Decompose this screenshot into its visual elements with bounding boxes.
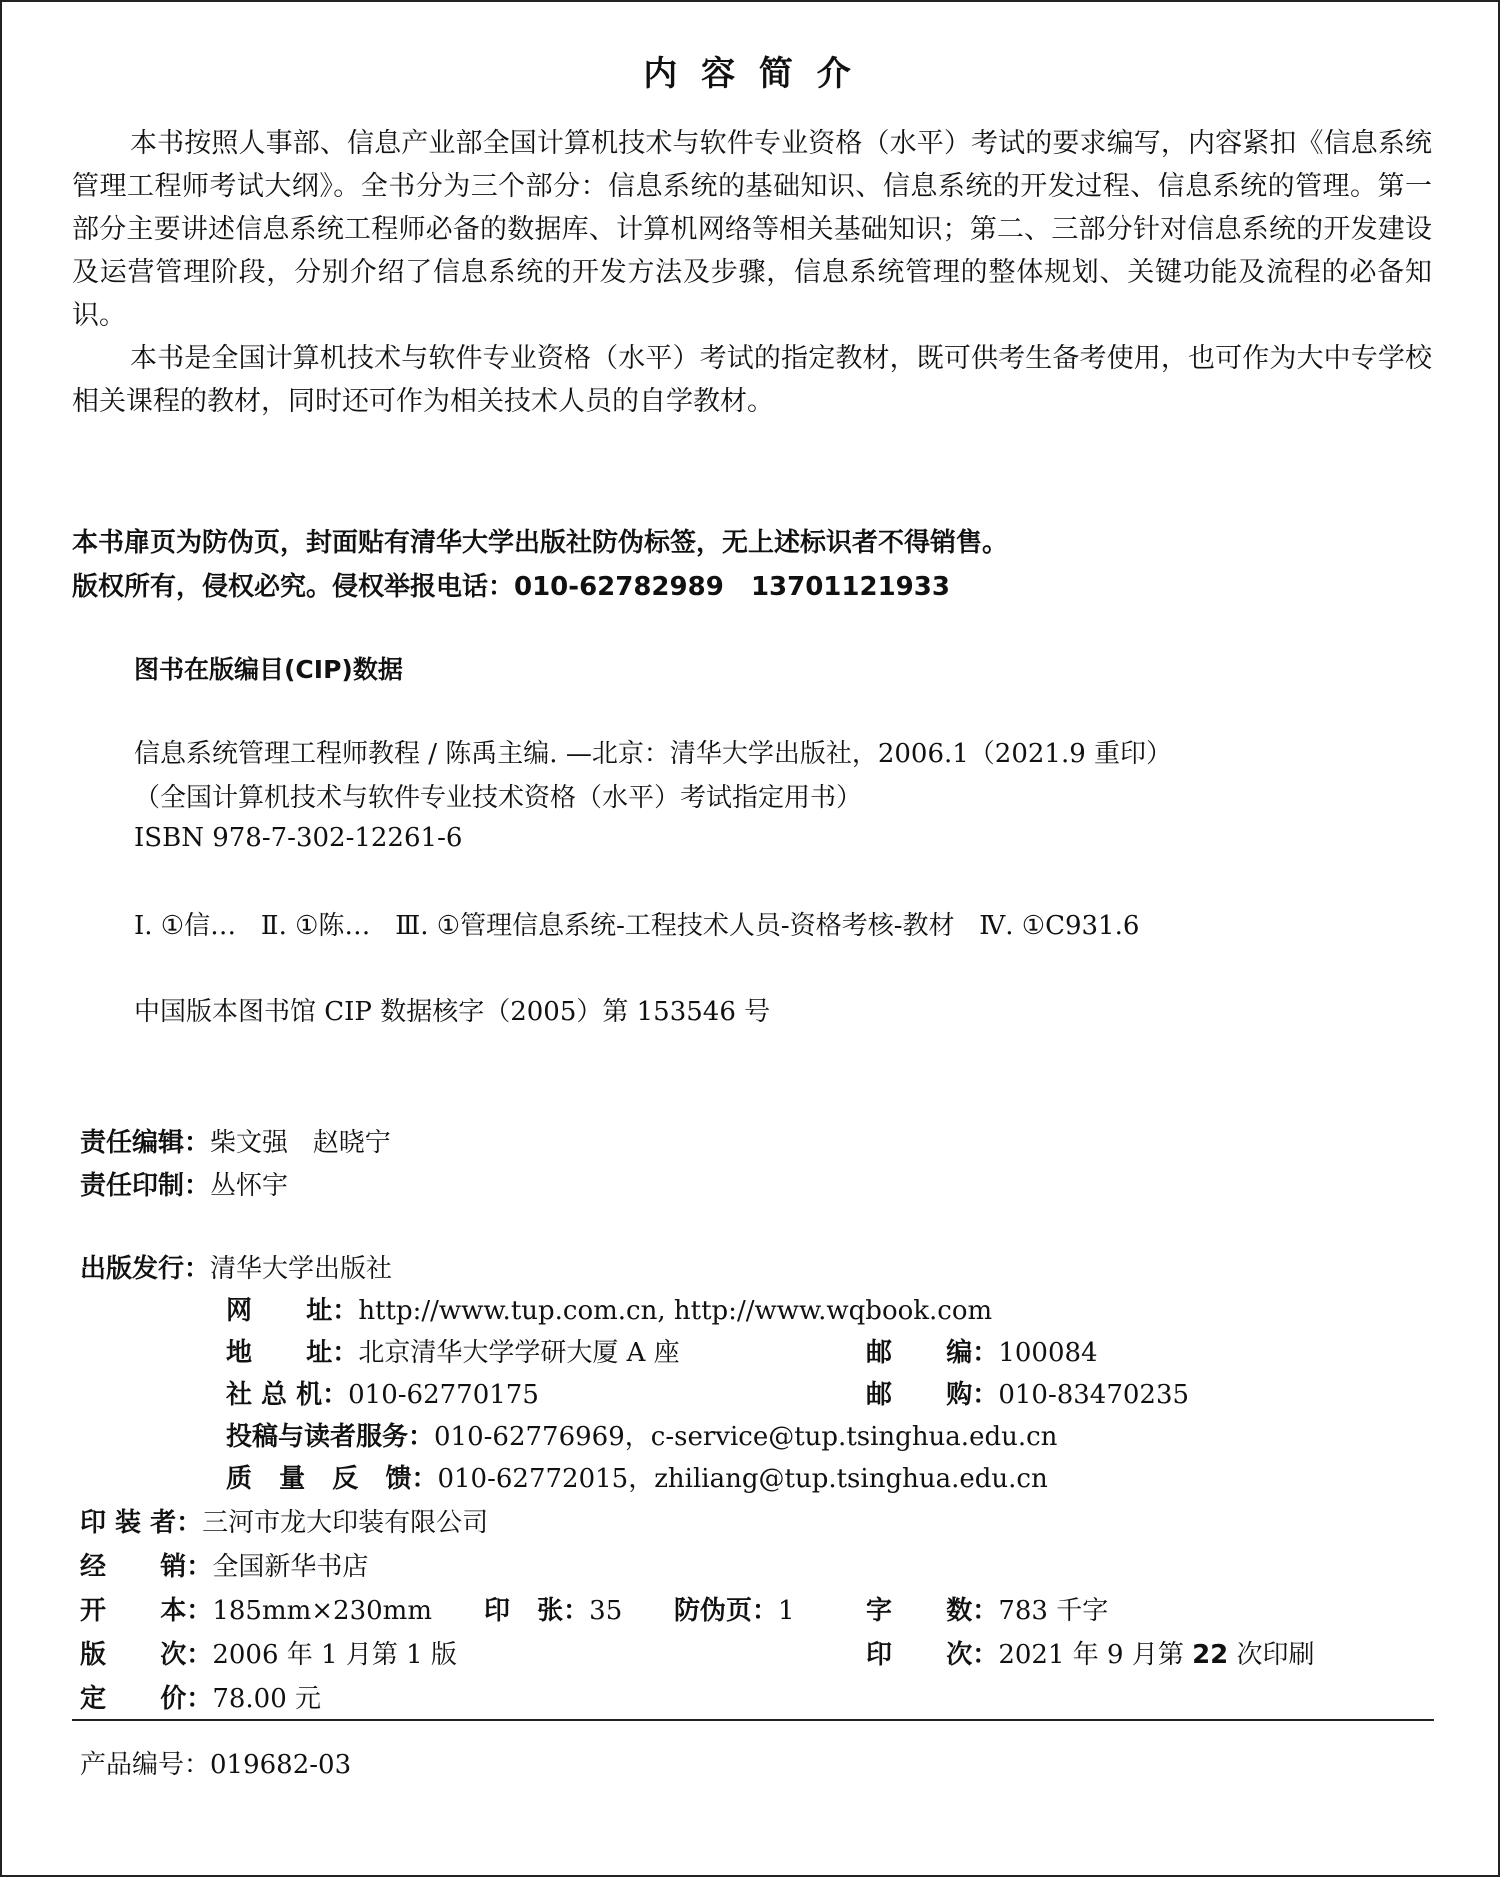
printing-row bbox=[866, 1634, 1315, 1671]
publisher-value: 清华大学出版社 bbox=[210, 1254, 393, 1284]
anti-counterfeit-page-value: 1 bbox=[778, 1596, 795, 1626]
print-supervisor-label: 责任印制： bbox=[80, 1171, 211, 1201]
page-title: 内 容 简 介 bbox=[643, 54, 857, 94]
publisher-row bbox=[80, 1248, 392, 1285]
switchboard-label: 社 总 机： bbox=[226, 1380, 349, 1410]
zipcode-value: 100084 bbox=[998, 1338, 1098, 1368]
cip-title-line: 信息系统管理工程师教程 / 陈禹主编. —北京：清华大学出版社，2006.1（2021.9 重印） bbox=[134, 739, 1173, 769]
edition-label: 版 次： bbox=[80, 1640, 213, 1670]
sheets-label: 印 张： bbox=[484, 1596, 590, 1626]
price-value: 78.00 元 bbox=[212, 1684, 322, 1714]
anti-counterfeit-notice: 本书扉页为防伪页，封面贴有清华大学出版社防伪标签，无上述标识者不得销售。 bbox=[72, 528, 1009, 558]
printer-value: 三河市龙大印装有限公司 bbox=[202, 1508, 489, 1538]
editor-value: 柴文强 赵晓宁 bbox=[210, 1128, 391, 1158]
cip-series-line: （全国计算机技术与软件专业技术资格（水平）考试指定用书） bbox=[134, 783, 863, 813]
edition-row bbox=[80, 1634, 457, 1671]
editor-row bbox=[80, 1122, 391, 1159]
address-row bbox=[226, 1332, 680, 1369]
switchboard-row bbox=[226, 1374, 539, 1411]
price-row bbox=[80, 1678, 321, 1715]
reader-service-label: 投稿与读者服务： bbox=[226, 1422, 435, 1452]
mail-order-row bbox=[866, 1374, 1189, 1411]
cip-classification: Ⅰ. ①信… Ⅱ. ①陈… Ⅲ. ①管理信息系统-工程技术人员-资格考核-教材 Ⅳ. ①C931.6 bbox=[134, 911, 1140, 941]
divider-line bbox=[72, 1719, 1434, 1721]
cip-heading: 图书在版编目(CIP)数据 bbox=[134, 655, 403, 684]
distributor-row bbox=[80, 1546, 368, 1583]
zipcode-row bbox=[866, 1332, 1098, 1369]
distributor-label: 经 销： bbox=[80, 1552, 213, 1582]
word-count-label: 字 数： bbox=[866, 1596, 999, 1626]
printer-label: 印 装 者： bbox=[80, 1508, 203, 1538]
anti-counterfeit-page-label: 防伪页： bbox=[674, 1596, 779, 1626]
printing-label: 印 次： bbox=[866, 1640, 999, 1670]
editor-label: 责任编辑： bbox=[80, 1128, 211, 1158]
address-value: 北京清华大学学研大厦 A 座 bbox=[358, 1338, 680, 1368]
product-number-label: 产品编号： bbox=[80, 1750, 211, 1780]
sheets-value: 35 bbox=[589, 1596, 623, 1626]
format-label: 开 本： bbox=[80, 1596, 213, 1626]
printing-number: 22 bbox=[1192, 1640, 1229, 1670]
edition-value: 2006 年 1 月第 1 版 bbox=[212, 1640, 457, 1670]
mail-order-value: 010-83470235 bbox=[998, 1380, 1190, 1410]
printer-row bbox=[80, 1502, 488, 1539]
reader-service-value: 010-62776969，c-service@tup.tsinghua.edu.cn bbox=[434, 1422, 1058, 1452]
intro-paragraph-2: 本书是全国计算机技术与软件专业资格（水平）考试的指定教材，既可供考生备考使用，也可作为大中专学校相关课程的教材，同时还可作为相关技术人员的自学教材。 bbox=[72, 343, 1432, 417]
copyright-notice: 版权所有，侵权必究。侵权举报电话：010-62782989 13701121933 bbox=[72, 572, 950, 602]
feedback-row bbox=[226, 1458, 1048, 1495]
intro-paragraph-1: 本书按照人事部、信息产业部全国计算机技术与软件专业资格（水平）考试的要求编写，内容紧扣《信息系统管理工程师考试大纲》。全书分为三个部分：信息系统的基础知识、信息系统的开发过程、信息系统的管理。第一部分主要讲述信息系统工程师必备的数据库、计算机网络等相关基础知识；第二、三部分针对信息系统的开发建设及运营管理阶段，分别介绍了信息系统的开发方法及步骤，信息系统管理的整体规划、关键功能及流程的必备知识。 bbox=[72, 128, 1432, 331]
switchboard-value: 010-62770175 bbox=[348, 1380, 539, 1410]
zipcode-label: 邮 编： bbox=[866, 1338, 999, 1368]
price-label: 定 价： bbox=[80, 1684, 213, 1714]
website-label: 网 址： bbox=[226, 1296, 359, 1326]
print-supervisor-value: 丛怀宇 bbox=[210, 1171, 289, 1201]
feedback-value: 010-62772015，zhiliang@tup.tsinghua.edu.cn bbox=[437, 1464, 1048, 1494]
sheets-row bbox=[484, 1590, 622, 1627]
print-supervisor-row bbox=[80, 1165, 288, 1202]
printing-value-suffix: 次印刷 bbox=[1228, 1640, 1315, 1670]
website-row bbox=[226, 1290, 992, 1327]
cip-record-number: 中国版本图书馆 CIP 数据核字（2005）第 153546 号 bbox=[134, 997, 771, 1027]
address-label: 地 址： bbox=[226, 1338, 359, 1368]
cip-isbn: ISBN 978-7-302-12261-6 bbox=[134, 823, 463, 853]
mail-order-label: 邮 购： bbox=[866, 1380, 999, 1410]
distributor-value: 全国新华书店 bbox=[212, 1552, 369, 1582]
product-number-row bbox=[80, 1744, 351, 1781]
anti-counterfeit-page-row bbox=[674, 1590, 795, 1627]
feedback-label: 质 量 反 馈： bbox=[226, 1464, 438, 1494]
word-count-value: 783 千字 bbox=[998, 1596, 1109, 1626]
intro-section bbox=[72, 122, 1432, 423]
printing-value-prefix: 2021 年 9 月第 bbox=[998, 1640, 1193, 1670]
publisher-label: 出版发行： bbox=[80, 1254, 211, 1284]
word-count-row bbox=[866, 1590, 1108, 1627]
product-number-value: 019682-03 bbox=[210, 1750, 352, 1780]
website-value: http://www.tup.com.cn, http://www.wqbook.com bbox=[358, 1296, 993, 1326]
format-row bbox=[80, 1590, 432, 1627]
reader-service-row bbox=[226, 1416, 1057, 1453]
format-value: 185mm×230mm bbox=[212, 1596, 432, 1626]
